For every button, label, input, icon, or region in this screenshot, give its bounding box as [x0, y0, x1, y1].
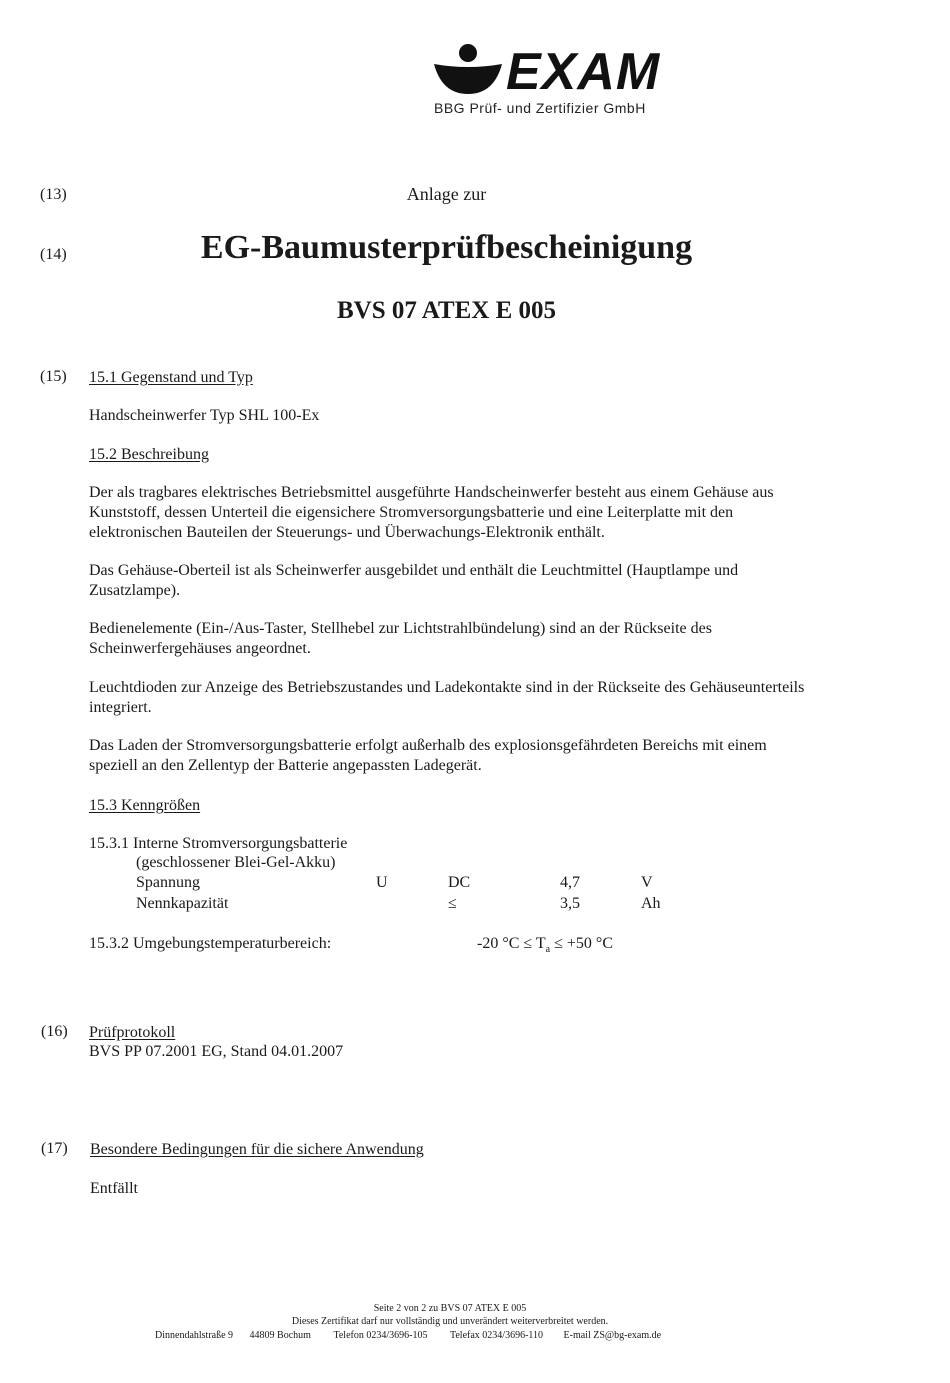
marker-16: (16)	[41, 1023, 68, 1040]
voltage-value: 4,7	[560, 874, 580, 891]
product-type: Handscheinwerfer Typ SHL 100-Ex	[89, 407, 320, 424]
annex-label: Anlage zur	[406, 184, 487, 204]
voltage-symbol: U	[376, 874, 388, 891]
desc-p4-line1: Leuchtdioden zur Anzeige des Betriebszustandes und Ladekontakte sind in der Rückseite des Gehäuseunterteils	[89, 679, 805, 696]
temperature-range-sub: a	[545, 944, 551, 956]
footer-phone: Telefon 0234/3696-105	[333, 1330, 428, 1341]
desc-p2-line2: Zusatzlampe).	[89, 582, 181, 599]
marker-14: (14)	[40, 246, 67, 263]
footer-fax: Telefax 0234/3696-110	[449, 1330, 544, 1341]
temperature-range	[477, 934, 613, 960]
capacity-name: Nennkapazität	[136, 895, 229, 912]
battery-type: (geschlossener Blei-Gel-Akku)	[136, 854, 336, 871]
heading-16: Prüfprotokoll	[89, 1024, 176, 1041]
capacity-value: 3,5	[560, 895, 580, 912]
temperature-range-b: ≤ +50 °C	[550, 935, 613, 952]
temperature-range-a: -20 °C ≤ T	[477, 935, 546, 952]
footer-email: E-mail ZS@bg-exam.de	[563, 1330, 662, 1341]
desc-p2-line1: Das Gehäuse-Oberteil ist als Scheinwerfer ausgebildet und enthält die Leuchtmittel (Hauptlampe und	[89, 562, 739, 579]
document-title: EG-Baumusterprüfbescheinigung	[200, 229, 693, 266]
logo-subtitle: BBG Prüf- und Zertifizier GmbH	[434, 100, 646, 116]
voltage-name: Spannung	[136, 874, 200, 891]
desc-p3-line1: Bedienelemente (Ein-/Aus-Taster, Stellhebel zur Lichtstrahlbündelung) sind an der Rückseite des	[89, 620, 712, 637]
desc-p5-line1: Das Laden der Stromversorgungsbatterie erfolgt außerhalb des explosionsgefährdeten Bereichs mit einem	[89, 737, 767, 754]
footer-disclaimer: Dieses Zertifikat darf nur vollständig und unverändert weiterverbreitet werden.	[291, 1316, 609, 1327]
footer-address	[155, 1329, 661, 1342]
exam-logo-mark-icon	[432, 44, 504, 96]
heading-15-3: 15.3 Kenngrößen	[89, 797, 201, 814]
marker-17: (17)	[41, 1140, 68, 1157]
heading-15-2: 15.2 Beschreibung	[89, 446, 209, 463]
certificate-number: BVS 07 ATEX E 005	[336, 297, 557, 324]
desc-p1-line3: elektronischen Bauteilen der Steuerungs- und Überwachungs-Elektronik enthält.	[89, 524, 605, 541]
exam-logo	[432, 40, 702, 120]
desc-p1-line1: Der als tragbares elektrisches Betriebsmittel ausgeführte Handscheinwerfer besteht aus einem Gehäuse aus	[89, 484, 774, 501]
special-conditions: Entfällt	[90, 1180, 138, 1197]
heading-17: Besondere Bedingungen für die sichere Anwendung	[90, 1141, 424, 1158]
heading-15-1: 15.1 Gegenstand und Typ	[89, 369, 253, 386]
desc-p5-line2: speziell an den Zellentyp der Batterie angepassten Ladegerät.	[89, 757, 482, 774]
marker-13: (13)	[40, 186, 67, 203]
capacity-unit: Ah	[641, 895, 661, 912]
marker-15: (15)	[40, 368, 67, 385]
voltage-unit: V	[641, 874, 653, 891]
footer-city: 44809 Bochum	[249, 1330, 311, 1341]
desc-p1-line2: Kunststoff, dessen Unterteil die eigensichere Stromversorgungsbatterie und eine Leiterplatte mit den	[89, 504, 734, 521]
desc-p4-line2: integriert.	[89, 699, 152, 716]
voltage-qualifier: DC	[448, 874, 471, 891]
capacity-qualifier: ≤	[448, 895, 457, 912]
footer-page-info: Seite 2 von 2 zu BVS 07 ATEX E 005	[373, 1303, 527, 1314]
footer-street: Dinnendahlstraße 9	[155, 1330, 234, 1341]
battery-label: 15.3.1 Interne Stromversorgungsbatterie	[89, 835, 348, 852]
test-report: BVS PP 07.2001 EG, Stand 04.01.2007	[89, 1043, 344, 1060]
logo-text: EXAM	[506, 43, 661, 101]
temperature-label: 15.3.2 Umgebungstemperaturbereich:	[89, 935, 332, 952]
desc-p3-line2: Scheinwerfergehäuses angeordnet.	[89, 640, 311, 657]
